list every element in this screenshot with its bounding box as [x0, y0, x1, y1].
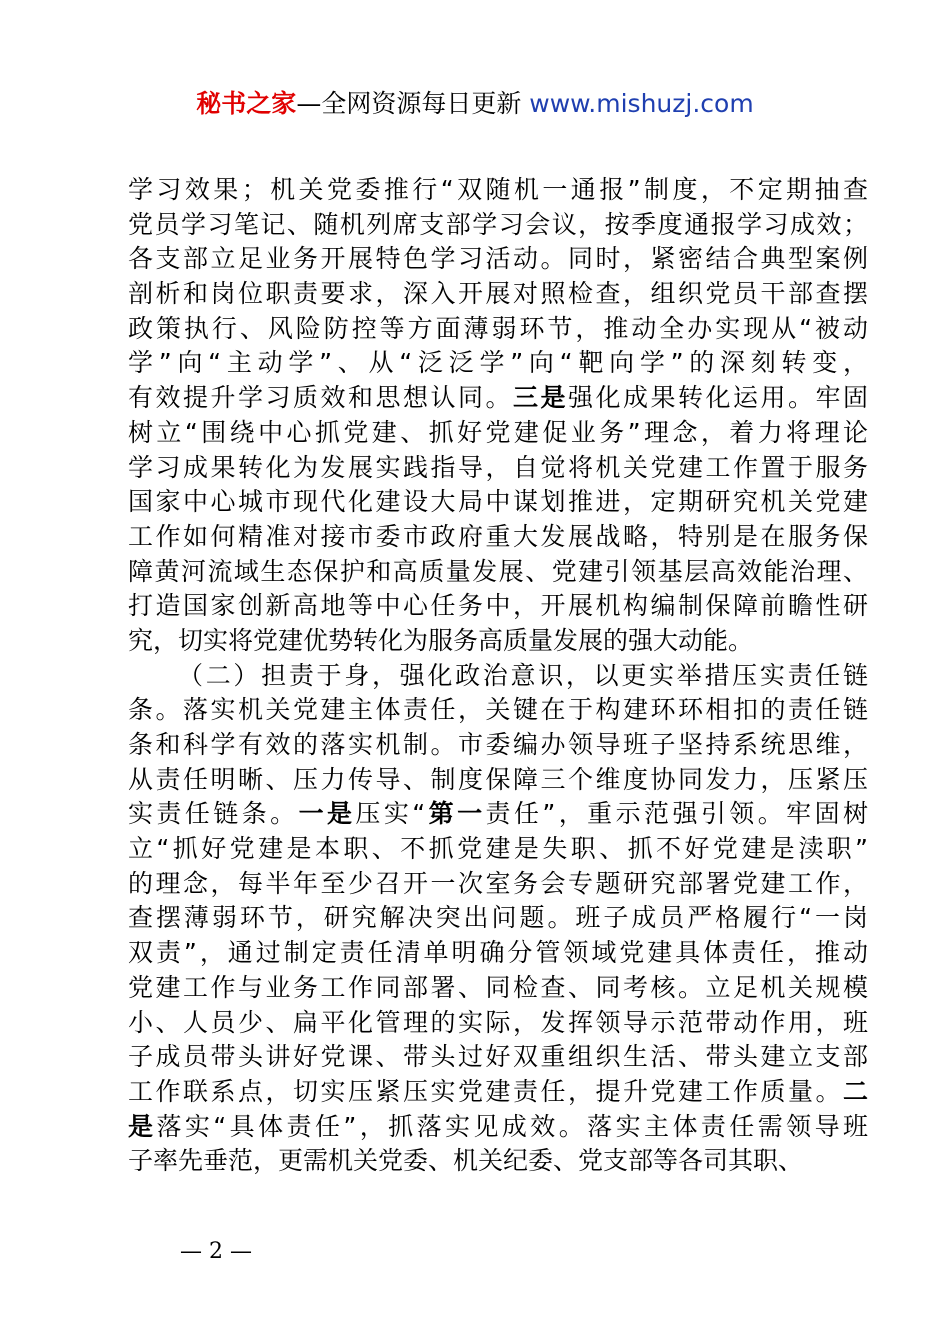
text-line: 究，切实将党建优势转化为服务高质量发展的强大动能。	[128, 625, 754, 655]
text-line	[128, 1075, 868, 1110]
text-line: 各支部立足业务开展特色学习活动。同时，紧密结合典型案例	[128, 244, 868, 274]
site-url[interactable]: www.mishuzj.com	[529, 89, 754, 118]
text-line: 条。落实机关党建主体责任，关键在于构建环环相扣的责任链	[128, 695, 868, 725]
text-span: 压实“	[355, 799, 426, 829]
text-line: 剖析和岗位职责要求，深入开展对照检查，组织党员干部查摆	[128, 279, 868, 309]
text-line: 条和科学有效的落实机制。市委编办领导班子坚持系统思维，	[128, 730, 868, 759]
text-line	[128, 1110, 868, 1145]
text-span: 工作联系点，切实压紧压实党建责任，提升党建工作质量。	[128, 1076, 843, 1106]
bold-text: 是	[128, 1111, 157, 1141]
text-line: 学习成果转化为发展实践指导，自觉将机关党建工作置于服务	[128, 452, 868, 482]
bold-text: 一是	[298, 799, 356, 829]
text-line: 党建工作与业务工作同部署、同检查、同考核。立足机关规模	[128, 972, 868, 1002]
text-span: 实责任链条。	[128, 799, 299, 829]
brand-name: 秘书之家	[196, 89, 297, 118]
bold-text: 三是	[512, 383, 568, 413]
text-line: 党员学习笔记、随机列席支部学习会议，按季度通报学习成效；	[128, 209, 868, 239]
text-span: 有效提升学习质效和思想认同。	[128, 383, 513, 413]
text-line: 立“抓好党建是本职、不抓党建是失职、抓不好党建是渎职”	[128, 834, 868, 864]
text-span: 责任”，重示范强引领。牢固树	[485, 799, 868, 829]
site-header	[0, 86, 950, 122]
text-line: 国家中心城市现代化建设大局中谋划推进，定期研究机关党建	[128, 487, 868, 517]
bold-text: 第一	[425, 799, 486, 829]
text-line: 障黄河流域生态保护和高质量发展、党建引领基层高效能治理、	[128, 556, 868, 586]
text-line: 双责”，通过制定责任清单明确分管领域党建具体责任，推动	[128, 938, 868, 968]
text-line: 查摆薄弱环节，研究解决突出问题。班子成员严格履行“一岗	[128, 903, 868, 933]
text-span: 强化成果转化运用。牢固	[567, 383, 868, 413]
text-line: 学习效果；机关党委推行“双随机一通报”制度，不定期抽查	[128, 175, 868, 204]
text-line: （二）担责于身，强化政治意识，以更实举措压实责任链	[178, 660, 868, 690]
text-line: 学”向“主动学”、从“泛泛学”向“靶向学”的深刻转变，	[128, 348, 868, 378]
bold-text: 二	[842, 1076, 868, 1106]
text-line: 政策执行、风险防控等方面薄弱环节，推动全办实现从“被动	[128, 313, 868, 343]
text-line: 工作如何精准对接市委市政府重大发展战略，特别是在服务保	[128, 521, 868, 551]
text-line: 从责任明晰、压力传导、制度保障三个维度协同发力，压紧压	[128, 764, 868, 794]
text-line: 打造国家创新高地等中心任务中，开展机构编制保障前瞻性研	[128, 591, 868, 621]
text-line: 树立“围绕中心抓党建、抓好党建促业务”理念，着力将理论	[128, 417, 868, 447]
text-line	[128, 381, 868, 416]
text-line	[128, 797, 868, 832]
text-span: 落实“具体责任”，抓落实见成效。落实主体责任需领导班	[156, 1111, 868, 1141]
page-number: — 2 —	[180, 1239, 252, 1264]
text-line: 的理念，每半年至少召开一次室务会专题研究部署党建工作，	[128, 868, 868, 898]
text-line: 子成员带头讲好党课、带头过好双重组织生活、带头建立支部	[128, 1042, 868, 1072]
text-line: 小、人员少、扁平化管理的实际，发挥领导示范带动作用，班	[128, 1007, 868, 1037]
text-line: 子率先垂范，更需机关党委、机关纪委、党支部等各司其职、	[128, 1146, 804, 1176]
document-body	[128, 173, 868, 1179]
header-tagline: —全网资源每日更新	[296, 89, 530, 118]
